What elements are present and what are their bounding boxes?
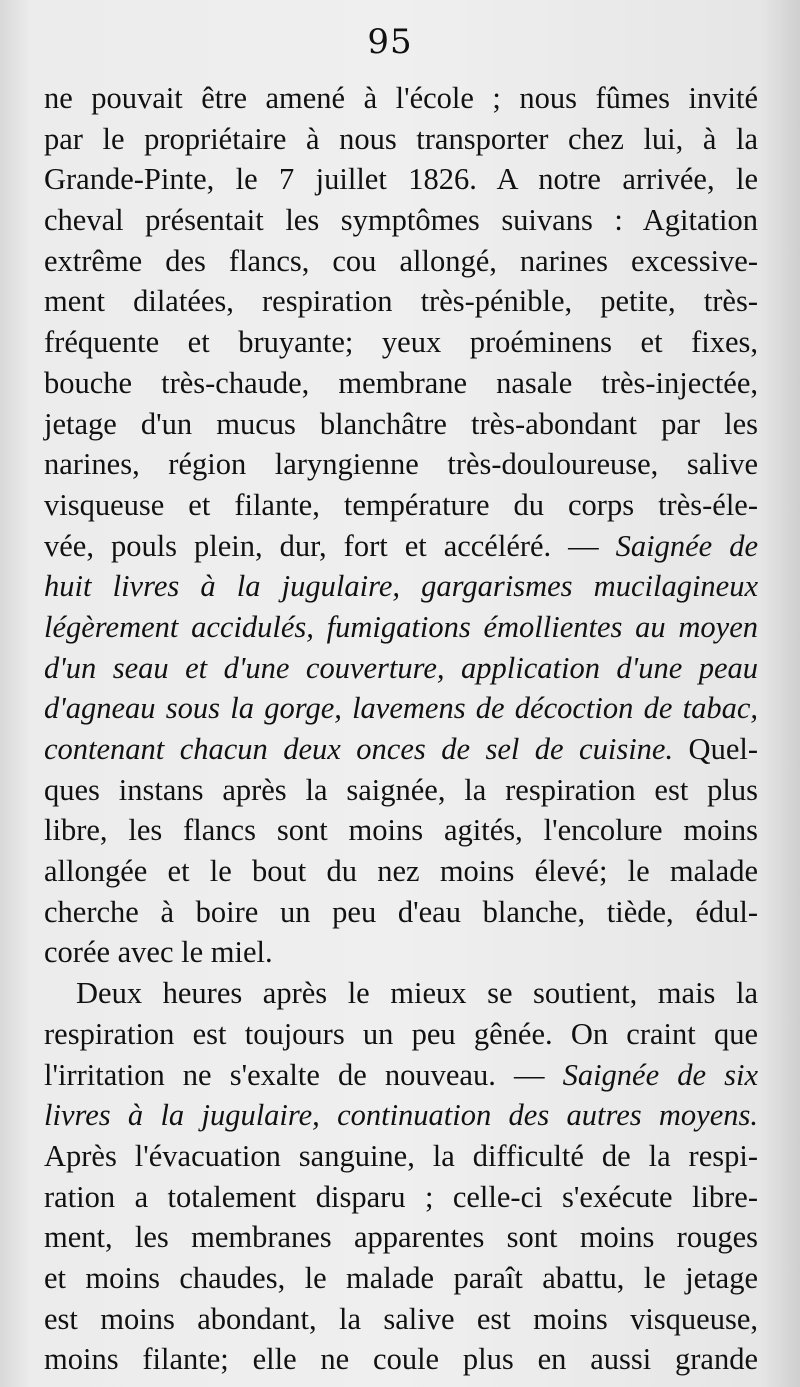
text-line: et moins chaudes, le malade paraît abattu, le jetage [44, 1260, 758, 1295]
page-number: 95 [367, 22, 413, 62]
text-line: bouche très-chaude, membrane nasale très-injectée, [44, 365, 758, 400]
paragraph-1 [44, 78, 758, 973]
text-line: ration a totalement disparu ; celle-ci s'exécute libre- [44, 1179, 758, 1214]
paragraph-2 [44, 973, 758, 1380]
italic-text: contenant chacun deux onces de sel de cuisine. [44, 732, 674, 766]
text-line: libre, les flancs sont moins agités, l'encolure moins [44, 813, 758, 848]
roman-text: l'irritation ne s'exalte de nouveau. — [44, 1057, 563, 1092]
roman-text: vée, pouls plein, dur, fort et accéléré. — [44, 528, 616, 563]
text-line: allongée et le bout du nez moins élevé; le malade [44, 854, 758, 889]
text-line [44, 729, 758, 770]
italic-text: Saignée de [615, 528, 758, 563]
text-line: Après l'évacuation sanguine, la difficulté de la respi- [44, 1138, 758, 1173]
text-line: huit livres à la jugulaire, gargarismes mucilagineux [44, 569, 758, 604]
text-line [44, 526, 758, 567]
text-line: est moins abondant, la salive est moins visqueuse, [44, 1301, 758, 1336]
text-line: d'agneau sous la gorge, lavemens de décoction de tabac, [44, 691, 758, 726]
text-line: livres à la jugulaire, continuation des autres moyens. [44, 1098, 758, 1133]
text-line: cheval présentait les symptômes suivans : Agitation [44, 203, 758, 238]
text-line: par le propriétaire à nous transporter chez lui, à la [44, 121, 758, 156]
text-line: ment dilatées, respiration très-pénible, petite, très- [44, 284, 758, 319]
text-line: ques instans après la saignée, la respiration est plus [44, 772, 758, 807]
text-line: d'un seau et d'une couverture, application d'une peau [44, 650, 758, 685]
text-line: Grande-Pinte, le 7 juillet 1826. A notre arrivée, le [44, 162, 758, 197]
text-line: extrême des flancs, cou allongé, narines excessive- [44, 243, 758, 278]
text-line [44, 1055, 758, 1096]
text-line: légèrement accidulés, fumigations émollientes au moyen [44, 609, 758, 644]
text-line: visqueuse et filante, température du corps très-éle- [44, 487, 758, 522]
italic-text: Saignée de six [562, 1057, 759, 1092]
text-line: cherche à boire un peu d'eau blanche, tiède, édul- [44, 894, 758, 929]
text-line: ment, les membranes apparentes sont moins rouges [44, 1220, 758, 1255]
text-line: narines, région laryngienne très-douloureuse, salive [44, 447, 758, 482]
text-line: moins filante; elle ne coule plus en aussi grande [44, 1342, 758, 1377]
text-line: respiration est toujours un peu gênée. On craint que [44, 1016, 758, 1051]
body-text [44, 78, 758, 1380]
text-line: ne pouvait être amené à l'école ; nous fûmes invité [44, 81, 758, 115]
text-line: Deux heures après le mieux se soutient, mais la [76, 976, 758, 1011]
roman-text: Quel- [673, 732, 759, 766]
text-line: corée avec le miel. [44, 935, 273, 970]
text-line: jetage d'un mucus blanchâtre très-abondant par les [44, 406, 758, 441]
text-line: fréquente et bruyante; yeux proéminens et fixes, [44, 325, 758, 360]
